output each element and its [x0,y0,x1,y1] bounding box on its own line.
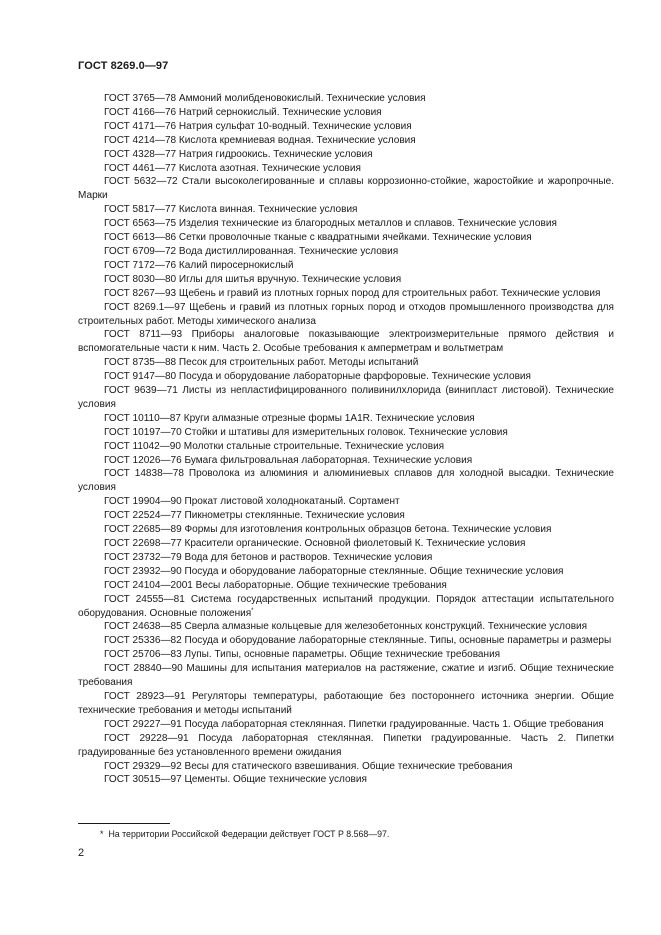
reference-item: ГОСТ 4328—77 Натрия гидроокись. Технические условия [104,148,373,160]
reference-item: ГОСТ 28923—91 Регуляторы температуры, работающие без постороннего источника энергии. Общие технические требования и методы испытаний [78,690,614,716]
reference-item: ГОСТ 4171—76 Натрия сульфат 10-водный. Технические условия [104,120,412,132]
footnote-text: На территории Российской Федерации действует ГОСТ Р 8.568—97. [108,829,390,839]
reference-item: ГОСТ 8711—93 Приборы аналоговые показывающие электроизмерительные прямого действия и вспомогательные части к ним. Часть 2. Особые требования к амперметрам и вольтметрам [78,329,614,355]
reference-item: ГОСТ 8030—80 Иглы для шитья вручную. Технические условия [104,273,402,285]
reference-item: ГОСТ 6613—86 Сетки проволочные тканые с квадратными ячейками. Технические условия [104,232,532,244]
reference-item: ГОСТ 6709—72 Вода дистиллированная. Технические условия [104,245,399,257]
reference-item: ГОСТ 29329—92 Весы для статического взвешивания. Общие технические требования [104,760,513,772]
reference-item: ГОСТ 29227—91 Посуда лабораторная стеклянная. Пипетки градуированные. Часть 1. Общие требования [104,718,604,730]
footnote-mark: * [100,829,104,839]
page-header-title: ГОСТ 8269.0—97 [78,60,169,72]
reference-item: ГОСТ 4214—78 Кислота кремниевая водная. Технические условия [104,134,416,146]
reference-item: ГОСТ 9147—80 Посуда и оборудование лабораторные фарфоровые. Технические условия [104,371,531,383]
reference-item: ГОСТ 5632—72 Стали высоколегированные и сплавы коррозионно-стойкие, жаростойкие и жаропрочные. Марки [78,176,614,202]
reference-item: ГОСТ 10197—70 Стойки и штативы для измерительных головок. Технические условия [104,426,508,438]
reference-item: ГОСТ 23932—90 Посуда и оборудование лабораторные стеклянные. Общие технические условия [104,565,564,577]
footnote-reference-marker: * [251,607,254,614]
reference-item: ГОСТ 10110—87 Круги алмазные отрезные формы 1A1R. Технические условия [104,412,475,424]
reference-item: ГОСТ 23732—79 Вода для бетонов и растворов. Технические условия [104,551,433,563]
footnote [100,828,389,840]
reference-item: ГОСТ 29228—91 Посуда лабораторная стеклянная. Пипетки градуированные. Часть 2. Пипетки градуированные без установленного времени ожидания [78,732,614,758]
reference-item: ГОСТ 11042—90 Молотки стальные строительные. Технические условия [104,440,445,452]
reference-item-footnoted [78,593,614,621]
reference-item: ГОСТ 28840—90 Машины для испытания материалов на растяжение, сжатие и изгиб. Общие технические требования [78,663,614,689]
reference-item: ГОСТ 8269.1—97 Щебень и гравий из плотных горных пород и отходов промышленного производства для строительных работ. Методы химического анализа [78,301,614,327]
reference-item-text: ГОСТ 24555—81 Система государственных испытаний продукции. Порядок аттестации испытательного оборудования. Основные положения [78,593,614,619]
reference-item: ГОСТ 8735—88 Песок для строительных работ. Методы испытаний [104,357,419,369]
reference-item: ГОСТ 22685—89 Формы для изготовления контрольных образцов бетона. Технические условия [104,524,552,536]
reference-item: ГОСТ 6563—75 Изделия технические из благородных металлов и сплавов. Технические условия [104,218,557,230]
reference-item: ГОСТ 14838—78 Проволока из алюминия и алюминиевых сплавов для холодной высадки. Технические условия [78,468,614,494]
footnote-divider [78,823,170,824]
reference-item: ГОСТ 3765—78 Аммоний молибденовокислый. Технические условия [104,93,426,104]
page-number: 2 [78,847,85,859]
reference-item: ГОСТ 4461—77 Кислота азотная. Технические условия [104,162,361,174]
reference-item: ГОСТ 22524—77 Пикнометры стеклянные. Технические условия [104,510,405,522]
reference-item: ГОСТ 5817—77 Кислота винная. Технические условия [104,204,358,216]
reference-item: ГОСТ 24104—2001 Весы лабораторные. Общие технические требования [104,579,447,591]
reference-item: ГОСТ 22698—77 Красители органические. Основной фиолетовый К. Технические условия [104,538,526,549]
reference-item: ГОСТ 8267—93 Щебень и гравий из плотных горных пород для строительных работ. Технические условия [104,287,601,299]
reference-item: ГОСТ 9639—71 Листы из непластифицированного поливинилхлорида (винипласт листовой). Технические условия [78,385,614,410]
reference-item: ГОСТ 4166—76 Натрий сернокислый. Технические условия [104,106,382,118]
reference-item: ГОСТ 25706—83 Лупы. Типы, основные параметры. Общие технические требования [104,649,501,661]
references-list [78,92,614,787]
reference-item: ГОСТ 12026—76 Бумага фильтровальная лабораторная. Технические условия [104,454,473,466]
reference-item: ГОСТ 19904—90 Прокат листовой холоднокатаный. Сортамент [104,496,400,508]
reference-item: ГОСТ 7172—76 Калий пиросернокислый [104,259,294,271]
reference-item: ГОСТ 25336—82 Посуда и оборудование лабораторные стеклянные. Типы, основные параметры и размеры [104,635,612,647]
reference-item: ГОСТ 30515—97 Цементы. Общие технические условия [104,774,367,786]
reference-item: ГОСТ 24638—85 Сверла алмазные кольцевые для железобетонных конструкций. Технические условия [104,621,588,633]
